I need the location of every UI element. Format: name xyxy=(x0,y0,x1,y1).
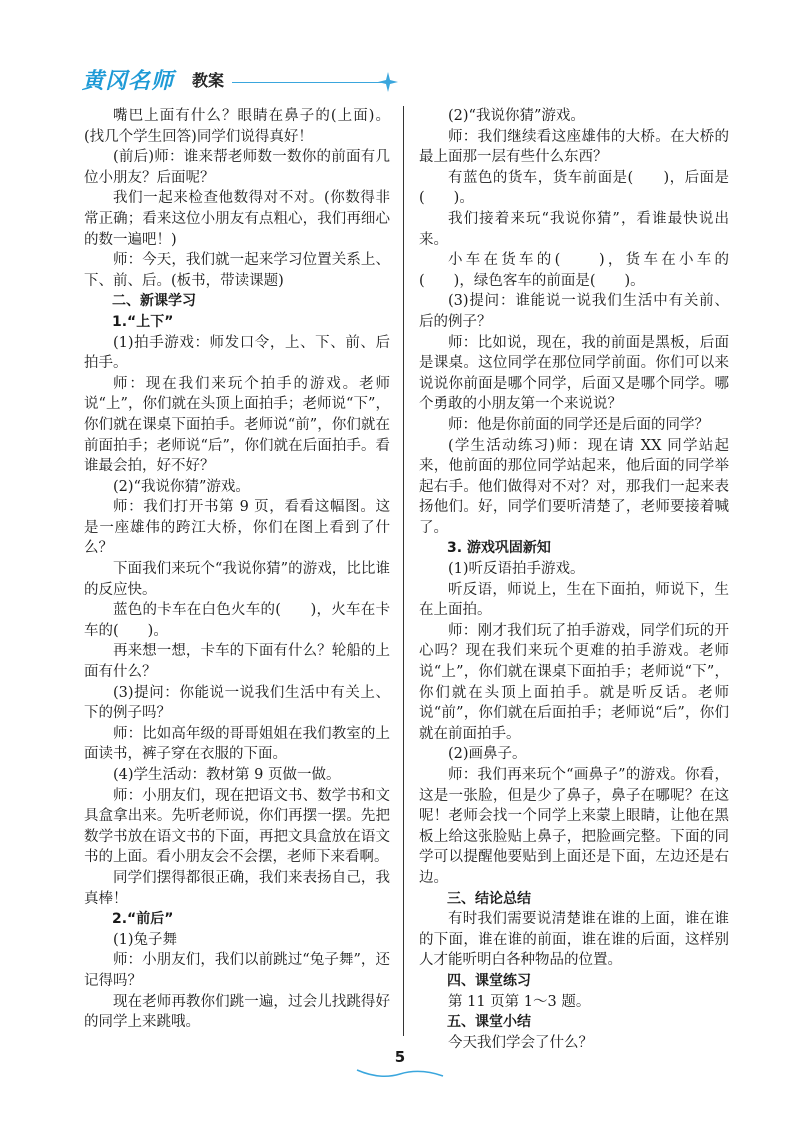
paragraph: 师：小朋友们，我们以前跳过“兔子舞”，还记得吗？ xyxy=(84,952,390,989)
paragraph: 现在老师再教你们跳一遍，过会儿找跳得好的同学上来跳哦。 xyxy=(84,993,390,1031)
paragraph: 我们一起来检查他数得对不对。(你数得非常正确；看来这位小朋友有点粗心，我们再细心的数一遍吧！) xyxy=(84,190,390,248)
paragraph: 师：我们再来玩个“画鼻子”的游戏。你看，这是一张脸，但是少了鼻子，鼻子在哪呢？在这呢！老师会找一个同学上来蒙上眼睛，让他在黑板上给这张脸贴上鼻子，把脸画完整。下面的同学可以提醒他要贴到上面还是下面，左边还是右边。 xyxy=(419,767,729,886)
section-heading: 二、新课学习 xyxy=(112,293,196,310)
paragraph: 同学们摆得都很正确，我们来表扬自己，我真棒！ xyxy=(84,869,390,907)
paragraph: 有蓝色的货车，货车前面是( )，后面是( )。 xyxy=(419,169,729,207)
paragraph: 师：比如说，现在，我的前面是黑板，后面是课桌。这位同学在那位同学前面。你们可以来说说你前面是哪个同学，后面又是哪个同学。哪个勇敢的小朋友第一个来说说？ xyxy=(419,334,729,413)
paragraph: (2)“我说你猜”游戏。 xyxy=(448,108,585,124)
section-heading: 三、结论总结 xyxy=(447,890,531,907)
paragraph: 师：现在我们来玩个拍手的游戏。老师说“上”，你们就在头顶上面拍手；老师说“下”，你们就在课桌下面拍手。老师说“前”，你们就在前面拍手；老师说“后”，你们就在后面拍手。看谁最会拍，好不好？ xyxy=(84,375,390,475)
paragraph: (前后)师：谁来帮老师数一数你的前面有几位小朋友？后面呢？ xyxy=(84,149,390,186)
paragraph: (2)“我说你猜”游戏。 xyxy=(113,478,250,495)
paragraph: 师：我们继续看这座雄伟的大桥。在大桥的最上面那一层有些什么东西？ xyxy=(419,128,729,166)
sparkle-icon xyxy=(378,72,398,92)
page-number: 5 xyxy=(394,1048,406,1066)
column-divider xyxy=(403,106,404,1036)
paragraph: 师：他是你前面的同学还是后面的同学？ xyxy=(448,416,709,433)
paragraph: 有时我们需要说清楚谁在谁的上面，谁在谁的下面，谁在谁的前面，谁在谁的后面，这样别人才能听明白各种物品的位置。 xyxy=(419,911,729,969)
paragraph: 师：比如高年级的哥哥姐姐在我们教室的上面读书，裤子穿在衣服的下面。 xyxy=(84,725,390,763)
section-heading: 四、课堂练习 xyxy=(447,972,531,989)
page-header xyxy=(82,64,442,98)
paragraph: 第 11 页第 1～3 题。 xyxy=(448,993,591,1010)
paragraph: 我们接着来玩“我说你猜”，看谁最快说出来。 xyxy=(419,210,729,248)
paragraph: 师：小朋友们，现在把语文书、数学书和文具盒拿出来。先听老师说，你们再摆一摆。先把数学书放在语文书的下面，再把文具盒放在语文书的上面。看小朋友会不会摆，老师下来看啊。 xyxy=(84,787,390,866)
paragraph: 听反语，师说上，生在下面拍，师说下，生在上面拍。 xyxy=(419,581,729,619)
paragraph: 下面我们来玩个“我说你猜”的游戏，比比谁的反应快。 xyxy=(84,561,390,598)
paragraph: 再来想一想，卡车的下面有什么？轮船的上面有什么？ xyxy=(84,643,390,681)
paragraph: 小车在货车的( )，货车在小车的( )，绿色客车的前面是( )。 xyxy=(419,252,729,289)
section-heading: 1.“上下” xyxy=(112,313,174,330)
paragraph: (1)拍手游戏：师发口令，上、下、前、后拍手。 xyxy=(84,334,390,372)
paragraph: 蓝色的卡车在白色火车的( )，火车在卡车的( )。 xyxy=(84,602,390,639)
section-heading: 五、课堂小结 xyxy=(447,1014,531,1031)
paragraph: 师：我们打开书第 9 页，看看这幅图。这是一座雄伟的跨江大桥，你们在图上看到了什么？ xyxy=(84,499,390,557)
page-number-ornament xyxy=(355,1066,445,1078)
paragraph: 嘴巴上面有什么？眼睛在鼻子的(上面)。(找几个学生回答)同学们说得真好！ xyxy=(84,108,390,145)
paragraph: (4)学生活动：教材第 9 页做一做。 xyxy=(113,767,341,783)
paragraph: (学生活动练习)师：现在请 XX 同学站起来，他前面的那位同学站起来，他后面的同学举起右手。他们做得对不对？对，那我们一起来表扬他们。好，同学们要听清楚了，老师要接着喊了。 xyxy=(419,437,729,536)
paragraph: 师：刚才我们玩了拍手游戏，同学们玩的开心吗？现在我们来玩个更难的拍手游戏。老师说“上”，你们就在课桌下面拍手；老师说“下”，你们就在头顶上面拍手。就是听反话。老师说“前”，你们就在后面拍手；老师说“后”，你们就在前面拍手。 xyxy=(419,622,729,742)
brand-logo: 黄冈名师 xyxy=(82,69,175,94)
header-subtitle: 教案 xyxy=(192,71,225,90)
paragraph: (1)听反语拍手游戏。 xyxy=(448,561,585,578)
paragraph: (3)提问：谁能说一说我们生活中有关前、后的例子？ xyxy=(419,293,729,330)
paragraph: 今天我们学会了什么？ xyxy=(448,1034,593,1051)
header-rule xyxy=(232,82,382,83)
paragraph: 师：今天，我们就一起来学习位置关系上、下、前、后。(板书，带读课题) xyxy=(84,252,390,289)
right-column xyxy=(419,106,729,1053)
section-heading: 3. 游戏巩固新知 xyxy=(447,540,551,557)
paragraph: (2)画鼻子。 xyxy=(448,746,527,763)
section-heading: 2.“前后” xyxy=(112,911,174,928)
paragraph: (1)兔子舞 xyxy=(113,931,178,948)
left-column xyxy=(84,106,390,1033)
paragraph: (3)提问：你能说一说我们生活中有关上、下的例子吗？ xyxy=(84,684,390,722)
